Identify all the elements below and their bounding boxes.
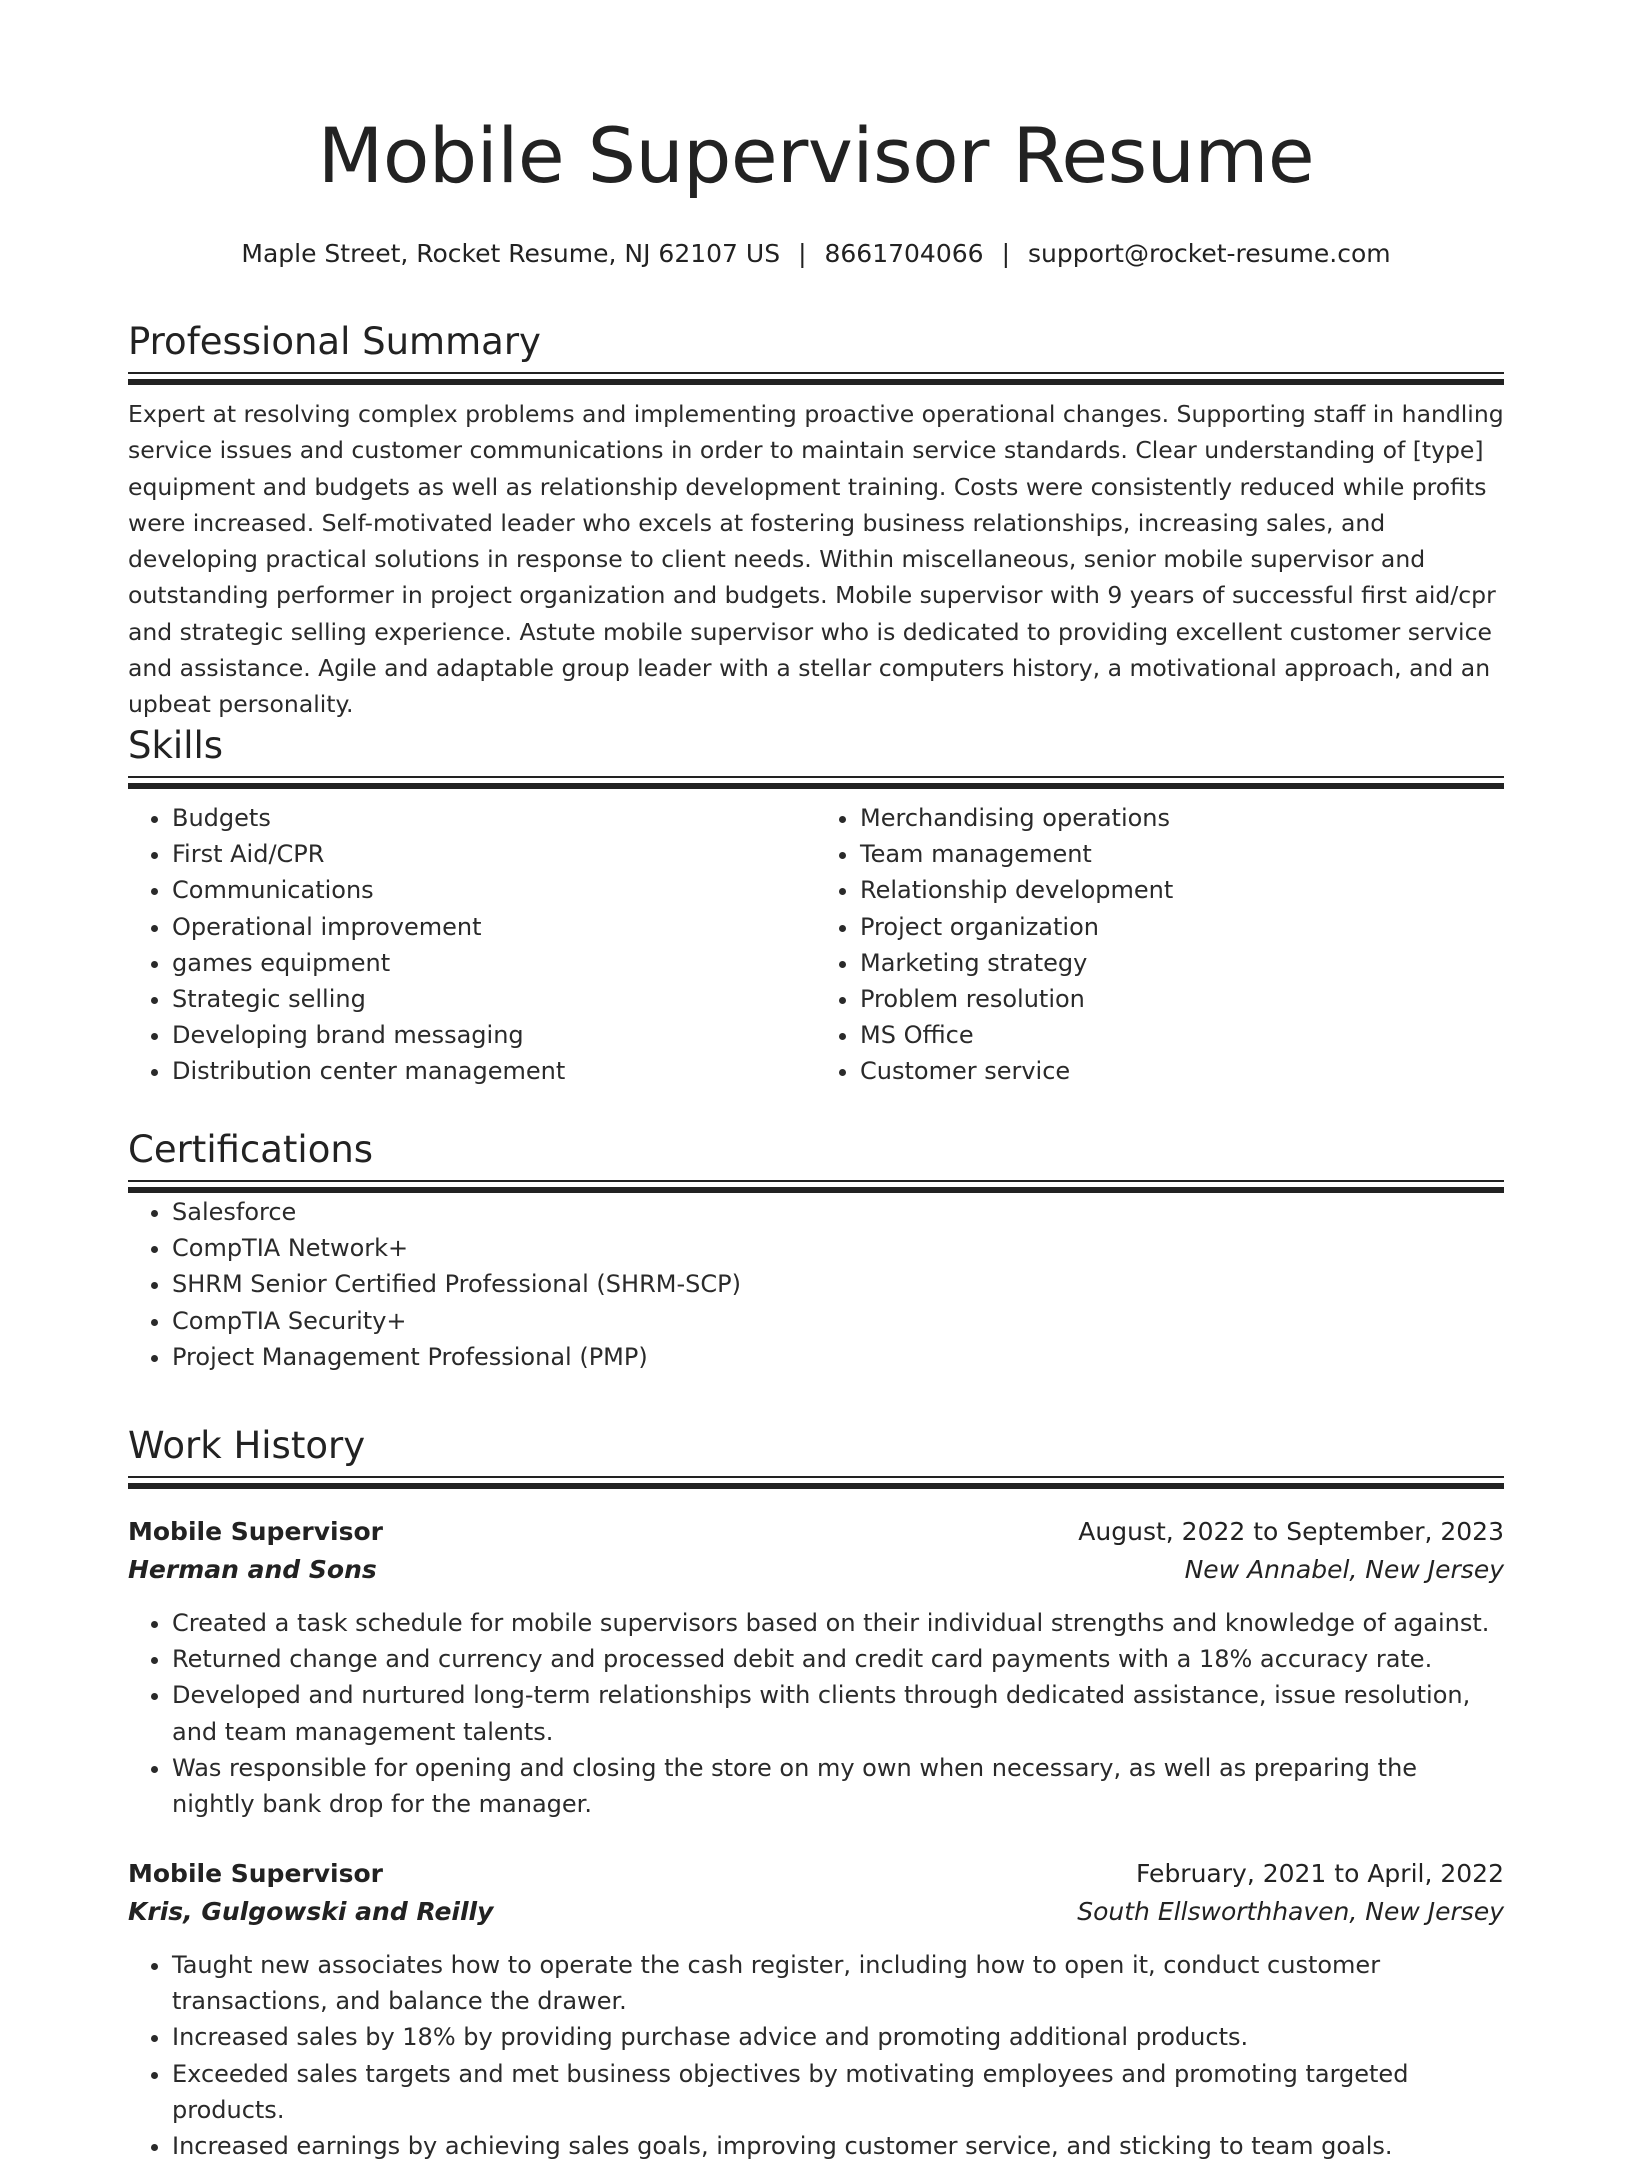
job-title: Mobile Supervisor <box>128 1517 383 1546</box>
job-dates: February, 2021 to April, 2022 <box>1136 1859 1504 1888</box>
skill-item: • MS Office <box>860 1017 1504 1053</box>
contact-email: support@rocket-resume.com <box>1028 239 1391 268</box>
skill-item: • Team management <box>860 836 1504 872</box>
contact-phone: 8661704066 <box>824 239 984 268</box>
summary-section <box>128 320 1504 723</box>
skill-item: • games equipment <box>172 945 816 981</box>
job-location: New Annabel, New Jersey <box>1184 1555 1504 1584</box>
job-bullet: • Exceeded sales targets and met business objectives by motivating employees and promoting targeted products. <box>172 2056 1504 2128</box>
job-bullet: • Developed and nurtured long-term relationships with clients through dedicated assistance, issue resolution, and team management talents. <box>172 1677 1504 1749</box>
skills-columns <box>128 800 1504 1090</box>
skill-item: • Budgets <box>172 800 816 836</box>
skills-section <box>128 724 1504 1090</box>
certification-item: • CompTIA Network+ <box>172 1230 1504 1266</box>
job-company-row <box>128 1551 1504 1589</box>
section-divider <box>128 1180 1504 1194</box>
skill-item: • Distribution center management <box>172 1053 816 1089</box>
section-heading: Professional Summary <box>128 320 541 363</box>
contact-separator: | <box>1001 239 1010 268</box>
skill-item: • Marketing strategy <box>860 945 1504 981</box>
job-title: Mobile Supervisor <box>128 1859 383 1888</box>
section-heading: Work History <box>128 1424 366 1467</box>
skill-item: • Customer service <box>860 1053 1504 1089</box>
job-entry <box>128 1513 1504 1822</box>
job-bullet: • Taught new associates how to operate the cash register, including how to open it, conduct customer transactions, and balance the drawer. <box>172 1947 1504 2019</box>
section-heading: Skills <box>128 724 224 767</box>
skills-list-left <box>128 800 816 1090</box>
skill-item: • Problem resolution <box>860 981 1504 1017</box>
skill-item: • Strategic selling <box>172 981 816 1017</box>
skills-list-right <box>816 800 1504 1090</box>
certification-item: • SHRM Senior Certified Professional (SHRM-SCP) <box>172 1266 1504 1302</box>
job-dates: August, 2022 to September, 2023 <box>1078 1517 1504 1546</box>
certifications-list <box>128 1194 1504 1375</box>
section-heading: Certifications <box>128 1128 374 1171</box>
certification-item: • Salesforce <box>172 1194 1504 1230</box>
certification-item: • Project Management Professional (PMP) <box>172 1339 1504 1375</box>
skill-item: • Relationship development <box>860 872 1504 908</box>
summary-text: Expert at resolving complex problems and implementing proactive operational changes. Supporting staff in handling service issues and customer communications in order to maintain service standards. Clear understanding of [type] equipment and budgets as well as relationship development training. Costs were consistently reduced while profits were increased. Self-motivated leader who excels at fostering business relationships, increasing sales, and developing practical solutions in response to client needs. Within miscellaneous, senior mobile supervisor and outstanding performer in project organization and budgets. Mobile supervisor with 9 years of successful first aid/cpr and strategic selling experience. Astute mobile supervisor who is dedicated to providing excellent customer service and assistance. Agile and adaptable group leader with a stellar computers history, a motivational approach, and an upbeat personality. <box>128 400 1504 719</box>
page-title: Mobile Supervisor Resume <box>317 111 1315 200</box>
job-company-row <box>128 1893 1504 1931</box>
contact-separator: | <box>798 239 807 268</box>
certifications-section <box>128 1128 1504 1375</box>
skill-item: • Developing brand messaging <box>172 1017 816 1053</box>
section-divider <box>128 372 1504 386</box>
job-bullet: • Created a task schedule for mobile supervisors based on their individual strengths and knowledge of against. <box>172 1605 1504 1641</box>
job-company: Herman and Sons <box>128 1555 377 1584</box>
job-company: Kris, Gulgowski and Reilly <box>128 1897 494 1926</box>
job-bullet: • Increased earnings by achieving sales goals, improving customer service, and sticking to team goals. <box>172 2128 1504 2164</box>
contact-address: Maple Street, Rocket Resume, NJ 62107 US <box>241 239 781 268</box>
skill-item: • Merchandising operations <box>860 800 1504 836</box>
skill-item: • Project organization <box>860 909 1504 945</box>
skill-item: • Operational improvement <box>172 909 816 945</box>
job-bullet: • Increased sales by 18% by providing purchase advice and promoting additional products. <box>172 2019 1504 2055</box>
job-header-row <box>128 1855 1504 1893</box>
skill-item: • First Aid/CPR <box>172 836 816 872</box>
job-entry <box>128 1855 1504 2164</box>
job-bullets <box>128 1605 1504 1822</box>
job-bullet: • Returned change and currency and processed debit and credit card payments with a 18% accuracy rate. <box>172 1641 1504 1677</box>
job-bullets <box>128 1947 1504 2164</box>
section-divider <box>128 1476 1504 1490</box>
work-history-section <box>128 1424 1504 1490</box>
certification-item: • CompTIA Security+ <box>172 1303 1504 1339</box>
skill-item: • Communications <box>172 872 816 908</box>
section-divider <box>128 776 1504 790</box>
contact-line <box>128 241 1504 266</box>
job-bullet: • Was responsible for opening and closing the store on my own when necessary, as well as preparing the nightly bank drop for the manager. <box>172 1750 1504 1822</box>
job-header-row <box>128 1513 1504 1551</box>
job-location: South Ellsworthhaven, New Jersey <box>1077 1897 1504 1926</box>
